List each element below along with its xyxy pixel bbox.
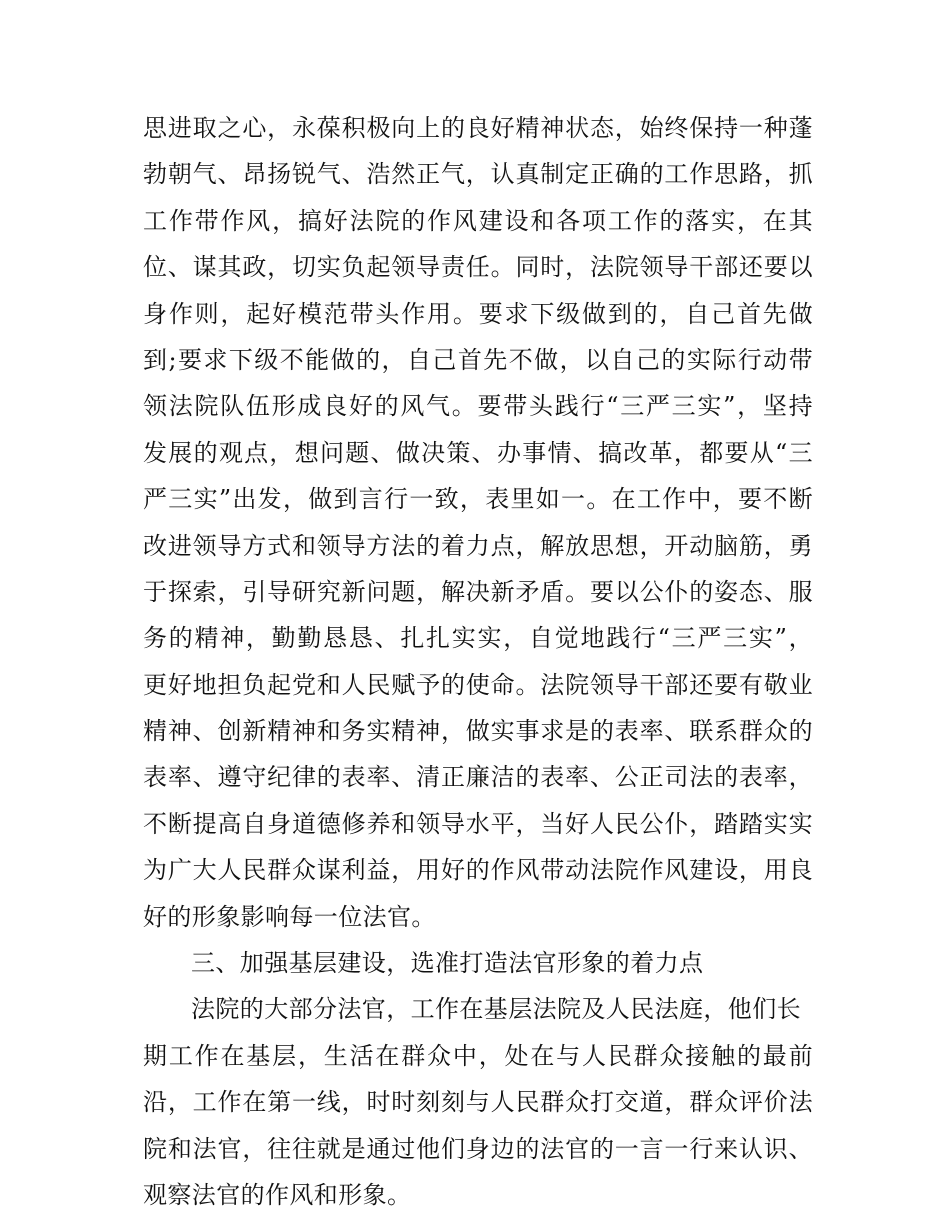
text-line: 观察法官的作风和形象。	[143, 1180, 412, 1209]
text-line: 精神、创新精神和务实精神，做实事求是的表率、联系群众的	[143, 717, 813, 746]
text-line: 思进取之心，永葆积极向上的良好精神状态，始终保持一种蓬	[143, 114, 813, 142]
text-line: 更好地担负起党和人民赋予的使命。法院领导干部还要有敬业	[143, 670, 813, 699]
text-line: 不断提高自身道德修养和领导水平，当好人民公仆，踏踏实实	[143, 809, 813, 838]
text-line: 改进领导方式和领导方法的着力点，解放思想，开动脑筋，勇	[143, 531, 813, 560]
section-heading: 三、加强基层建设，选准打造法官形象的着力点	[191, 949, 704, 978]
text-line: 于探索，引导研究新问题，解决新矛盾。要以公仆的姿态、服	[143, 577, 813, 606]
text-line: 期工作在基层，生活在群众中，处在与人民群众接触的最前	[143, 1041, 813, 1070]
text-line: 好的形象影响每一位法官。	[143, 902, 436, 931]
text-line: 务的精神，勤勤恳恳、扎扎实实，自觉地践行“三严三实”，	[143, 624, 813, 653]
text-line: 院和法官，往往就是通过他们身边的法官的一言一行来认识、	[143, 1134, 813, 1163]
text-line: 工作带作风，搞好法院的作风建设和各项工作的落实，在其	[143, 206, 813, 235]
text-line: 领法院队伍形成良好的风气。要带头践行“三严三实”，坚持	[143, 392, 813, 421]
text-line: 为广大人民群众谋利益，用好的作风带动法院作风建设，用良	[143, 856, 813, 885]
document-body	[143, 105, 813, 1218]
text-line: 发展的观点，想问题、做决策、办事情、搞改革，都要从“三	[143, 438, 813, 467]
text-line: 身作则，起好模范带头作用。要求下级做到的，自己首先做	[143, 299, 813, 328]
text-line: 表率、遵守纪律的表率、清正廉洁的表率、公正司法的表率，	[143, 763, 813, 792]
text-line: 严三实”出发，做到言行一致，表里如一。在工作中，要不断	[143, 485, 813, 514]
text-line: 到;要求下级不能做的，自己首先不做，以自己的实际行动带	[143, 345, 813, 374]
text-line: 勃朝气、昂扬锐气、浩然正气，认真制定正确的工作思路，抓	[143, 160, 813, 189]
text-line: 沿，工作在第一线，时时刻刻与人民群众打交道，群众评价法	[143, 1088, 813, 1117]
text-line: 位、谋其政，切实负起领导责任。同时，法院领导干部还要以	[143, 253, 813, 282]
text-line: 法院的大部分法官，工作在基层法院及人民法庭，他们长	[191, 995, 801, 1024]
